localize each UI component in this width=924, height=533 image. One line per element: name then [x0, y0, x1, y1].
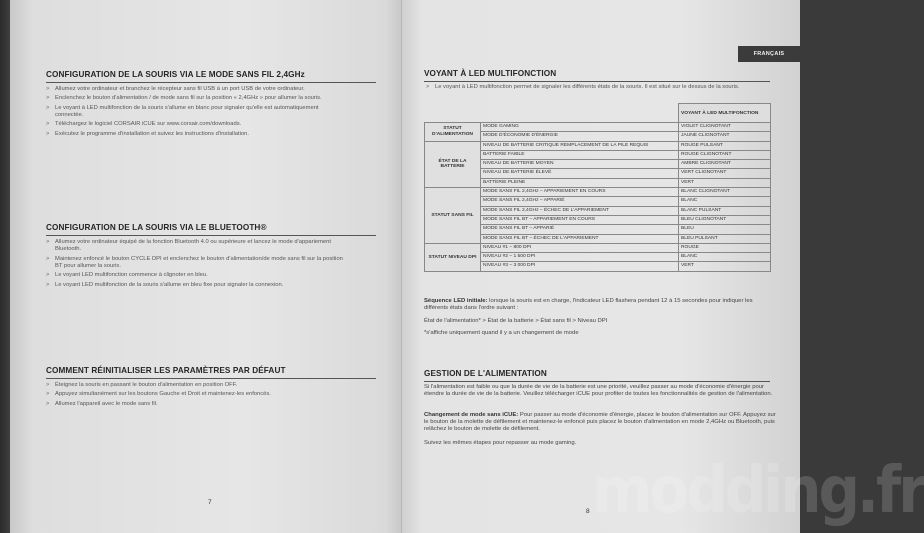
led-indicator: ROUGE CLIGNOTANT: [679, 150, 771, 159]
led-indicator: BLANC: [679, 253, 771, 262]
led-status-table: [424, 103, 771, 272]
status-condition: NIVEAU DE BATTERIE MOYEN: [481, 160, 679, 169]
status-condition: MODE SANS FIL 2,4GHz – APPARIEMENT EN COURS: [481, 188, 679, 197]
sequence-label: Séquence LED initiale:: [424, 298, 488, 304]
status-condition: NIVEAU #1 – 800 DPI: [481, 243, 679, 252]
led-indicator: BLANC CLIGNOTANT: [679, 188, 771, 197]
status-group-label: ÉTAT DE LA BATTERIE: [425, 141, 481, 187]
led-indicator: BLEU: [679, 225, 771, 234]
status-condition: NIVEAU DE BATTERIE ÉLEVÉ: [481, 169, 679, 178]
led-sequence-note: [424, 298, 774, 312]
list-item: > Appuyez simultanément sur les boutons Gauche et Droit et maintenez-les enfoncés.: [46, 391, 346, 398]
status-condition: MODE SANS FIL BT – APPARIÉ: [481, 225, 679, 234]
mode-change-label: Changement de mode sans iCUE:: [424, 412, 519, 418]
language-tab: FRANÇAIS: [738, 46, 800, 62]
list-item: > Éteignez la souris en passant le bouton d'alimentation en position OFF.: [46, 382, 346, 389]
led-intro: [426, 84, 766, 93]
led-indicator: VERT: [679, 262, 771, 271]
status-condition: NIVEAU #3 – 3 000 DPI: [481, 262, 679, 271]
sequence-order: État de l'alimentation* > État de la batterie > État sans fil > Niveau DPI: [424, 318, 608, 324]
led-indicator: VERT: [679, 178, 771, 187]
watermark-logo: modding.fr: [592, 452, 924, 528]
bluetooth-steps: [46, 239, 346, 291]
divider: [46, 82, 376, 83]
section-title-reset: COMMENT RÉINITIALISER LES PARAMÈTRES PAR DÉFAUT: [46, 366, 286, 375]
sequence-footnote: *s'affiche uniquement quand il y a un changement de mode: [424, 330, 579, 336]
status-group-label: STATUT D'ALIMENTATION: [425, 123, 481, 142]
led-indicator: JAUNE CLIGNOTANT: [679, 132, 771, 141]
column-header: VOYANT À LED MULTIFONCTION: [679, 104, 771, 123]
mode-change-text: Pour passer au mode d'économie d'énergie, placez le bouton d'alimentation sur OFF. Appuyez sur le bouton de la molette de défilement et maintenez-le enfoncé puis placez le bouton d'alimentation en mode 2,4GHz ou Bluetooth, puis relâchez le bouton de molette de défilement.: [424, 412, 776, 433]
list-item: > Enclenchez le bouton d'alimentation / de mode sans fil sur la position « 2,4GHz » pour allumer la souris.: [46, 95, 346, 102]
status-condition: MODE SANS FIL BT – ÉCHEC DE L'APPARIEMENT: [481, 234, 679, 243]
divider: [424, 381, 770, 382]
status-condition: BATTERIE FAIBLE: [481, 150, 679, 159]
page-number: 7: [208, 499, 212, 506]
status-condition: MODE SANS FIL BT – APPARIEMENT EN COURS: [481, 215, 679, 224]
list-item: > Téléchargez le logiciel CORSAIR iCUE sur www.corsair.com/downloads.: [46, 121, 346, 128]
led-indicator: VIOLET CLIGNOTANT: [679, 123, 771, 132]
divider: [46, 235, 376, 236]
led-indicator: ROUGE PULSANT: [679, 141, 771, 150]
status-condition: NIVEAU #2 – 1 500 DPI: [481, 253, 679, 262]
section-title-power: GESTION DE L'ALIMENTATION: [424, 369, 547, 378]
status-group-label: STATUT NIVEAU DPI: [425, 243, 481, 271]
list-item: > Le voyant LED multifonction commence à clignoter en bleu.: [46, 272, 346, 279]
led-indicator: BLEU CLIGNOTANT: [679, 215, 771, 224]
status-condition: MODE GAMING: [481, 123, 679, 132]
divider: [424, 81, 770, 82]
led-indicator: ROUGE: [679, 243, 771, 252]
table-row: [425, 123, 771, 132]
led-indicator: AMBRE CLIGNOTANT: [679, 160, 771, 169]
table-header-row: [425, 104, 771, 123]
status-condition: BATTERIE PLEINE: [481, 178, 679, 187]
section-title-bluetooth: CONFIGURATION DE LA SOURIS VIA LE BLUETOOTH®: [46, 223, 267, 232]
status-group-label: STATUT SANS FIL: [425, 188, 481, 244]
left-page: [10, 0, 402, 533]
sequence-text: lorsque la souris est en charge, l'indicateur LED flashera pendant 12 à 15 secondes pour indiquer les différents états dans l'ordre suivant :: [424, 298, 753, 312]
led-indicator: BLANC PULSANT: [679, 206, 771, 215]
list-item: > Allumez votre ordinateur et branchez le récepteur sans fil USB à un port USB de votre ordinateur.: [46, 86, 346, 93]
led-indicator: VERT CLIGNOTANT: [679, 169, 771, 178]
list-item: > Le voyant à LED multifonction permet de signaler les différents états de la souris. Il est situé sur le dessus de la souris.: [426, 84, 766, 91]
page-number: 8: [586, 508, 590, 515]
power-paragraph: Si l'alimentation est faible ou que la durée de vie de la batterie est une priorité, veuillez passer au mode d'économie d'énergie pour étendre la durée de vie de la batterie. Veuillez télécharger iCUE pour profiter de toutes les fonctionnalités de gestion de l'alimentation.: [424, 384, 773, 398]
reset-steps: [46, 382, 346, 410]
list-item: > Allumez votre ordinateur équipé de la fonction Bluetooth 4.0 ou supérieure et lancez le mode d'appariement Bluetooth.: [46, 239, 346, 253]
list-item: > Maintenez enfoncé le bouton CYCLE DPI et enclenchez le bouton d'alimentation/de mode sans fil sur la position BT pour allumer la souris.: [46, 256, 346, 270]
wireless-steps: [46, 86, 346, 140]
status-condition: NIVEAU DE BATTERIE CRITIQUE REMPLACEMENT DE LA PILE REQUIS: [481, 141, 679, 150]
list-item: > Le voyant LED multifonction de la souris s'allume en bleu fixe pour signaler la connexion.: [46, 282, 346, 289]
section-title-led: VOYANT À LED MULTIFONCTION: [424, 69, 557, 78]
list-item: > Allumez l'appareil avec le mode sans fil.: [46, 401, 346, 408]
gaming-mode-note: Suivez les mêmes étapes pour repasser au mode gaming.: [424, 440, 577, 446]
divider: [46, 378, 376, 379]
list-item: > Le voyant à LED multifonction de la souris s'allume en blanc pour signaler qu'elle est automatiquement connectée.: [46, 105, 325, 119]
table-row: [425, 141, 771, 150]
list-item: > Exécutez le programme d'installation et suivez les instructions d'installation.: [46, 131, 346, 138]
section-title-wireless: CONFIGURATION DE LA SOURIS VIA LE MODE SANS FIL 2,4GHz: [46, 70, 305, 79]
led-indicator: BLEU PULSANT: [679, 234, 771, 243]
status-condition: MODE SANS FIL 2,4GHz – ÉCHEC DE L'APPARIEMENT: [481, 206, 679, 215]
status-condition: MODE SANS FIL 2,4GHz – APPARIÉ: [481, 197, 679, 206]
mode-change-paragraph: [424, 412, 776, 434]
table-row: [425, 188, 771, 197]
status-condition: MODE D'ÉCONOMIE D'ÉNERGIE: [481, 132, 679, 141]
led-indicator: BLANC: [679, 197, 771, 206]
table-row: [425, 243, 771, 252]
